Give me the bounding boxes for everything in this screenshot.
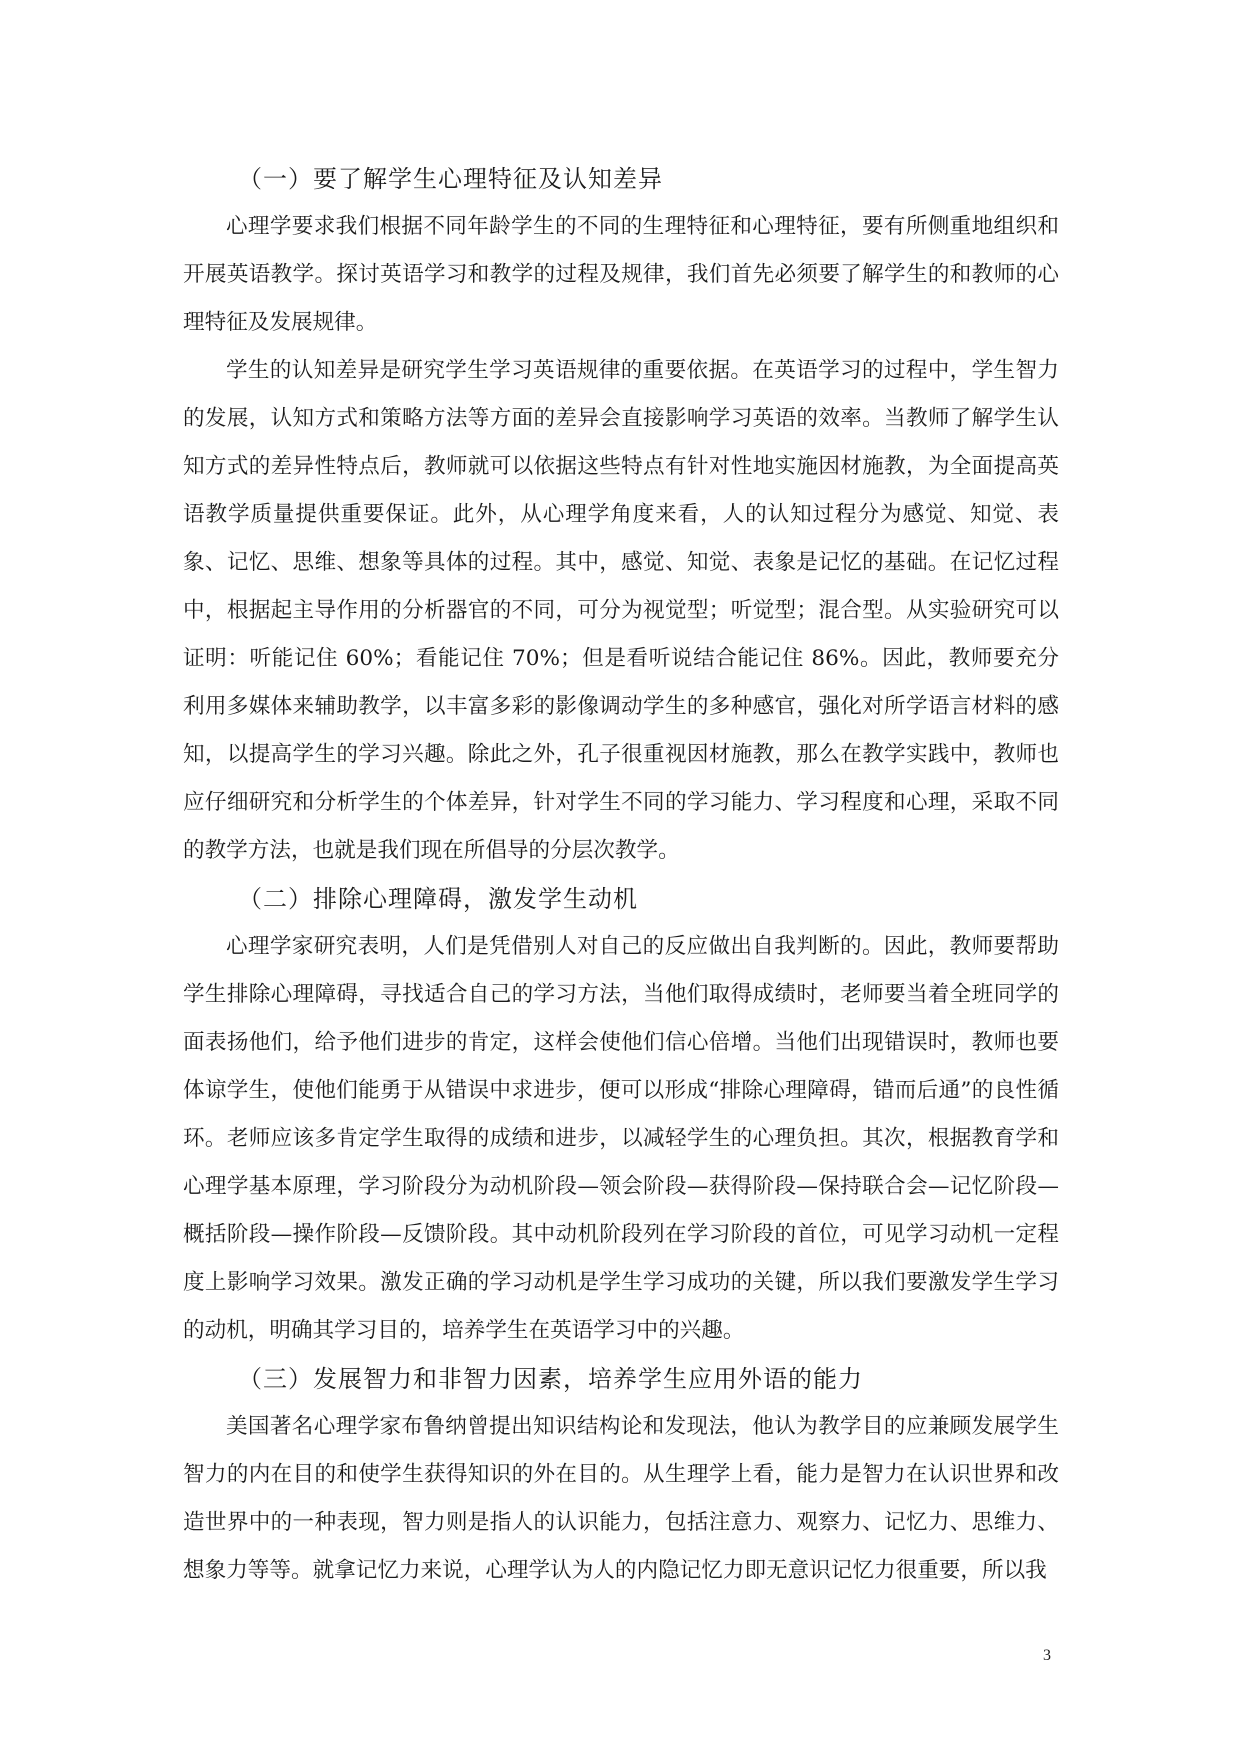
body-paragraph: 心理学要求我们根据不同年龄学生的不同的生理特征和心理特征，要有所侧重地组织和开展英语教学。探讨英语学习和教学的过程及规律，我们首先必须要了解学生的和教师的心理特征及发展规律。 <box>183 214 1059 335</box>
section-heading-3: （三）发展智力和非智力因素，培养学生应用外语的能力 <box>238 1365 863 1393</box>
page-content <box>183 155 1059 1595</box>
section-heading-2: （二）排除心理障碍，激发学生动机 <box>238 885 638 913</box>
body-paragraph: 学生的认知差异是研究学生学习英语规律的重要依据。在英语学习的过程中，学生智力的发展，认知方式和策略方法等方面的差异会直接影响学习英语的效率。当教师了解学生认知方式的差异性特点后，教师就可以依据这些特点有针对性地实施因材施教，为全面提高英语教学质量提供重要保证。此外，从心理学角度来看，人的认知过程分为感觉、知觉、表象、记忆、思维、想象等具体的过程。其中，感觉、知觉、表象是记忆的基础。在记忆过程中，根据起主导作用的分析器官的不同，可分为视觉型；听觉型；混合型。从实验研究可以证明：听能记住 60%；看能记住 70%；但是看听说结合能记住 86%。因此，教师要充分利用多媒体来辅助教学，以丰富多彩的影像调动学生的多种感官，强化对所学语言材料的感知，以提高学生的学习兴趣。除此之外，孔子很重视因材施教，那么在教学实践中，教师也应仔细研究和分析学生的个体差异，针对学生不同的学习能力、学习程度和心理，采取不同的教学方法，也就是我们现在所倡导的分层次教学。 <box>183 358 1059 863</box>
body-paragraph: 美国著名心理学家布鲁纳曾提出知识结构论和发现法，他认为教学目的应兼顾发展学生智力的内在目的和使学生获得知识的外在目的。从生理学上看，能力是智力在认识世界和改造世界中的一种表现，智力则是指人的认识能力，包括注意力、观察力、记忆力、思维力、想象力等等。就拿记忆力来说，心理学认为人的内隐记忆力即无意识记忆力很重要，所以我 <box>183 1414 1059 1583</box>
page-number: 3 <box>1043 1647 1051 1664</box>
section-heading-1: （一）要了解学生心理特征及认知差异 <box>238 165 663 193</box>
body-paragraph: 心理学家研究表明，人们是凭借别人对自己的反应做出自我判断的。因此，教师要帮助学生排除心理障碍，寻找适合自己的学习方法，当他们取得成绩时，老师要当着全班同学的面表扬他们，给予他们进步的肯定，这样会使他们信心倍增。当他们出现错误时，教师也要体谅学生，使他们能勇于从错误中求进步，便可以形成“排除心理障碍，错而后通”的良性循环。老师应该多肯定学生取得的成绩和进步，以减轻学生的心理负担。其次，根据教育学和心理学基本原理，学习阶段分为动机阶段—领会阶段—获得阶段—保持联合会—记忆阶段—概括阶段—操作阶段—反馈阶段。其中动机阶段列在学习阶段的首位，可见学习动机一定程度上影响学习效果。激发正确的学习动机是学生学习成功的关键，所以我们要激发学生学习的动机，明确其学习目的，培养学生在英语学习中的兴趣。 <box>183 934 1059 1343</box>
